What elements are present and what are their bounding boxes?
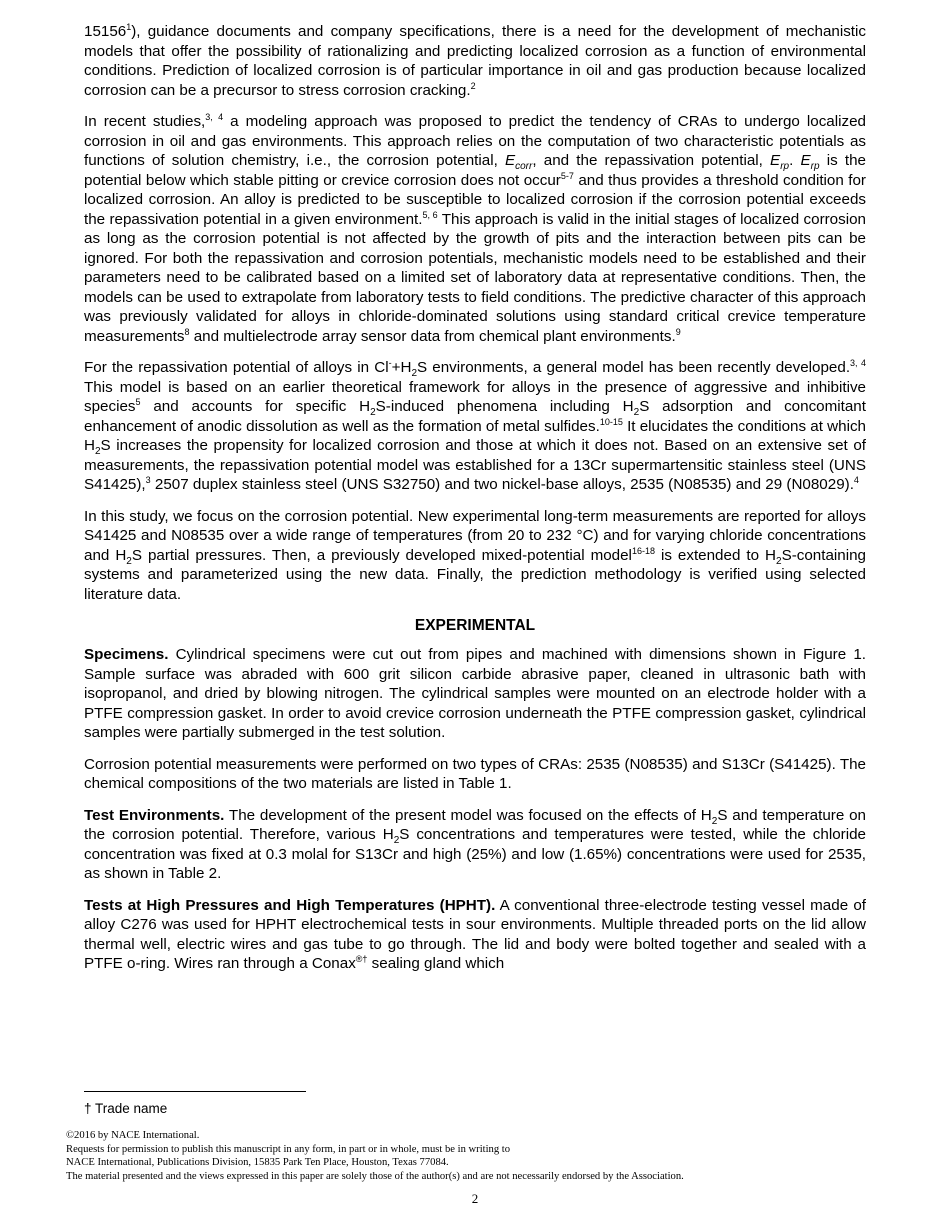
paragraph-this-study (84, 507, 866, 605)
subscript: 2 (370, 407, 376, 419)
copyright-line: ©2016 by NACE International. (66, 1130, 200, 1141)
page-body (84, 22, 866, 974)
text-run: +H (391, 359, 412, 376)
citation-superscript: 8 (184, 326, 190, 337)
subscript: 2 (633, 407, 640, 419)
subscript: 2 (711, 815, 718, 827)
text-run: S-containing systems and parameterized using the new data. Finally, the prediction methodology is verified using selected literature data. (84, 546, 866, 603)
subscript: 2 (776, 555, 782, 567)
paragraph-test-environments (84, 806, 866, 884)
text-run: is the potential below which stable pitting or crevice corrosion does not occur (84, 152, 866, 189)
text-run: S increases the propensity for localized corrosion and those at which it does not. Based on an extensive set of measurements, the repassivation potential model was established for a 13Cr supermartensitic stainless steel (UNS S41425), (84, 437, 866, 493)
text-run: For the repassivation potential of alloys in Cl (84, 359, 389, 376)
text-run: The development of the present model was focused on the effects of H (224, 806, 712, 824)
citation-superscript: 16-18 (631, 545, 655, 556)
text-run: and thus provides a threshold condition for localized corrosion. An alloy is predicted to be susceptible to localized corrosion if the corrosion potential exceeds the repassivation potential in a given environment. (84, 171, 866, 228)
paragraph-hpht-tests (84, 896, 866, 974)
text-run: A conventional three-electrode testing vessel made of alloy C276 was used for HPHT electrochemical tests in sour environments. Multiple threaded ports on the lid allow thermal well, electric wires and gas tube to go through. The lid and body were bolted together and sealed with a PTFE o-ring. Wires ran through a Conax (84, 896, 866, 972)
symbol-e-rp: E (800, 152, 811, 169)
citation-superscript: 3 (145, 474, 151, 485)
run-in-heading: Specimens. (84, 646, 169, 663)
section-heading-experimental: EXPERIMENTAL (414, 617, 536, 634)
paragraph-recent-studies (84, 112, 866, 346)
text-run: sealing gland which (367, 955, 505, 972)
citation-superscript: 10-15 (599, 416, 623, 427)
text-run: This approach is valid in the initial stages of localized corrosion as long as the corrosion potential is not affected by the growth of pits and the interaction between pits can be ignored. For both the repassivation and corrosion potentials, mechanistic models need to be established and their parameters need to be calibrated based on a limited set of laboratory data at representative conditions. Then, the models can be used to extrapolate from laboratory tests to field conditions. The predictive character of this approach was previously validated for alloys in chloride-dominated solutions using standard critical crevice temperature measurements (84, 210, 866, 345)
subscript: rp (810, 161, 820, 173)
paragraph-repassivation (84, 358, 866, 495)
copyright-notice (66, 1129, 684, 1183)
subscript: rp (780, 161, 790, 173)
paragraph-corrosion-measurements (84, 755, 866, 794)
footnote-trade-name: † Trade name (84, 1101, 168, 1116)
subscript: corr (515, 161, 533, 173)
permission-line: Requests for permission to publish this manuscript in any form, in part or in whole, must be in writing to (66, 1143, 511, 1155)
citation-superscript: 3, 4 (850, 357, 866, 368)
text-run: ), guidance documents and company specifications, there is a need for the development of mechanistic models that offer the possibility of rationalizing and predicting localized corrosion as a function of environmental conditions. Prediction of localized corrosion is of particular importance in oil and gas production because localized corrosion can be a precursor to stress corrosion cracking. (84, 23, 866, 99)
text-run: It elucidates the conditions at which H (84, 417, 867, 454)
citation-superscript: 9 (675, 326, 681, 337)
disclaimer-line: The material presented and the views expressed in this paper are solely those of the author(s) and are not necessarily endorsed by the Association. (66, 1170, 684, 1182)
text-run: S environments, a general model has been recently developed. (417, 359, 851, 376)
text-run: and multielectrode array sensor data from chemical plant environments. (189, 327, 676, 345)
text-run: Corrosion potential measurements were performed on two types of CRAs: 2535 (N08535) and S13Cr (S41425). The chemical compositions of the two materials are listed in Table 1. (84, 755, 866, 792)
text-run: , and the repassivation potential, (532, 152, 771, 169)
text-run: and accounts for specific H (140, 398, 371, 415)
subscript: 2 (393, 835, 400, 847)
run-in-heading: Test Environments. (84, 806, 225, 824)
text-run: S concentrations and temperatures were tested, while the chloride concentration was fixed at 0.3 molal for S13Cr and high (25%) and low (1.65%) concentrations were used for 2535, as shown in Table 2. (84, 826, 866, 882)
trademark-superscript: ®† (355, 953, 368, 964)
citation-superscript: 1 (126, 21, 132, 32)
address-line: NACE International, Publications Division, 15835 Park Ten Place, Houston, Texas 77084. (66, 1157, 449, 1169)
text-run: S adsorption and concomitant enhancement of anodic dissolution as well as the formation of metal sulfides. (84, 398, 866, 435)
footnote-divider (84, 1091, 306, 1092)
citation-superscript: 4 (853, 474, 859, 485)
text-run: In this study, we focus on the corrosion potential. New experimental long-term measurements are reported for alloys S41425 and N08535 over a wide range of temperatures (from 20 to 232 °C) and for varying chloride concentrations and H (84, 507, 866, 564)
subscript: 2 (126, 555, 132, 567)
paragraph-specimens (84, 645, 866, 743)
citation-superscript: 5, 6 (422, 209, 438, 220)
text-run: a modeling approach was proposed to predict the tendency of CRAs to undergo localized corrosion in oil and gas environments. This approach relies on the computation of two characteristic potentials as functions of solution chemistry, i.e., the corrosion potential, (84, 113, 866, 169)
text-run: S and temperature on the corrosion potential. Therefore, various H (84, 806, 866, 843)
symbol-e-rp: E (770, 152, 781, 169)
run-in-heading: Tests at High Pressures and High Temperatures (HPHT). (84, 896, 496, 914)
text-run: Cylindrical specimens were cut out from pipes and machined with dimensions shown in Figure 1. Sample surface was abraded with 600 grit silicon carbide abrasive paper, cleaned in ultrasonic bath with isopropanol, and dried by blowing nitrogen. The cylindrical samples were mounted on an electrode holder with a PTFE compression gasket. In order to avoid crevice corrosion underneath the PTFE compression gasket, cylindrical samples were partially submerged in the test solution. (84, 646, 866, 741)
symbol-e-corr: E (504, 152, 516, 169)
citation-superscript: 5 (135, 396, 141, 407)
page-number: 2 (471, 1191, 479, 1206)
citation-superscript: 5-7 (560, 170, 574, 181)
text-run: In recent studies, (84, 113, 206, 130)
text-run: 15156 (84, 23, 127, 40)
text-run: S-induced phenomena including H (375, 398, 634, 415)
citation-superscript: 2 (470, 80, 476, 91)
text-run: 2507 duplex stainless steel (UNS S32750) and two nickel-base alloys, 2535 (N08535) and 29 (N08029). (150, 476, 854, 493)
subscript: 2 (94, 446, 101, 458)
text-run: S partial pressures. Then, a previously developed mixed-potential model (131, 546, 632, 564)
text-run: is extended to H (654, 546, 776, 564)
superscript: - (388, 357, 392, 368)
text-run: This model is based on an earlier theoretical framework for alloys in the presence of aggressive and inhibitive species (84, 378, 866, 415)
citation-superscript: 3, 4 (205, 111, 224, 122)
text-run: . (789, 152, 801, 169)
paragraph-intro-continuation (84, 22, 866, 100)
subscript: 2 (411, 368, 417, 380)
